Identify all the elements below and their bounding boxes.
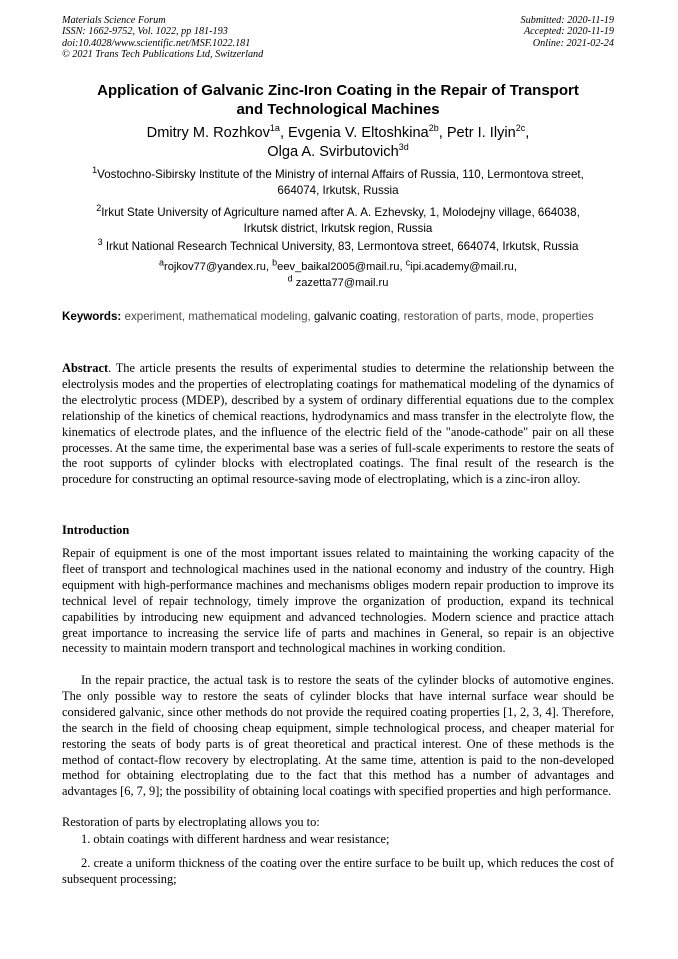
author-affiliation-mark: 1a bbox=[269, 123, 280, 134]
abstract-text: . The article presents the results of experimental studies to determine the relationship between the electrolysis modes and the properties of electroplating coatings for mathematical modeling of the dynamics of the electrolytic process (MDEP), described by a system of ordinary differential equations due to the complex relationship of the kinetics of chemical reactions, hydrodynamics and mass transfer in the electrolyte flow, the kinematics of electrode plates, and the influence of the electric field of the "anode-cathode" pair on all these processes. At the same time, the experimental base was a series of full-scale experiments to restore the seats of the root supports of cylinder blocks with electroplated coatings. The final result of the research is the procedure for constructing an optimal resource-saving mode of electroplating, which is a zinc-iron alloy. bbox=[62, 361, 614, 487]
affiliation-text: Vostochno-Sibirsky Institute of the Ministry of internal Affairs of Russia, 110, Lermontova street, bbox=[97, 168, 584, 181]
affiliation-line bbox=[62, 239, 614, 255]
email-mark: b bbox=[272, 257, 278, 268]
email-link[interactable]: zazetta77@mail.ru bbox=[292, 276, 389, 289]
submitted-date: Submitted: 2020-11-19 bbox=[520, 15, 614, 26]
email-link[interactable]: eev_baikal2005@mail.ru bbox=[277, 261, 400, 273]
email-mark: c bbox=[405, 257, 411, 268]
keywords bbox=[62, 309, 614, 325]
submission-dates bbox=[521, 15, 614, 49]
authors-line-2 bbox=[62, 143, 614, 162]
affiliation-1 bbox=[62, 167, 614, 198]
email-link[interactable]: ipi.academy@mail.ru bbox=[410, 261, 514, 273]
affiliation-text: Irkut National Research Technical University, 83, Lermontova street, 664074, Irkutsk, Russia bbox=[102, 240, 579, 253]
author-name: Petr I. Ilyin bbox=[446, 125, 516, 141]
abstract-label: Abstract bbox=[62, 361, 109, 375]
paragraph: Repair of equipment is one of the most important issues related to maintaining the working capacity of the fleet of transport and technological machines used in the national economy and industry of the country. High equipment with high-performance machines and mechanisms obliges modern repair production to improve its technical level of repair technology, timely improve the organization of production, expand its technical capabilities by introducing new equipment and advanced technologies. Modern science and practice attach great importance to increasing the service life of parts and machines in General, so repair is an objective necessity to maintain modern transport and technological machines in working condition. bbox=[62, 546, 614, 656]
affiliation-mark: 1 bbox=[92, 165, 98, 176]
keywords-text: experiment, mathematical modeling, bbox=[121, 310, 314, 323]
paper-title bbox=[62, 81, 614, 119]
author-name: Dmitry M. Rozhkov bbox=[146, 125, 270, 141]
affiliation-3 bbox=[62, 239, 614, 255]
title-line-2: and Technological Machines bbox=[236, 101, 440, 118]
author-affiliation-mark: 2c bbox=[515, 123, 526, 134]
abstract bbox=[62, 361, 614, 488]
emails-line-2 bbox=[62, 272, 614, 292]
journal-doi: doi:10.4028/www.scientific.net/MSF.1022.181 bbox=[62, 37, 251, 49]
author-affiliation-mark: 2b bbox=[428, 123, 439, 134]
email-mark: d bbox=[287, 272, 293, 283]
email-link[interactable]: rojkov77@yandex.ru bbox=[164, 261, 266, 273]
online-date: Online: 2021-02-24 bbox=[532, 37, 614, 49]
affiliation-line bbox=[62, 205, 614, 221]
affiliation-line bbox=[62, 167, 614, 183]
list-item: 1. obtain coatings with different hardness and wear resistance; bbox=[81, 832, 390, 846]
author-emails bbox=[62, 257, 614, 291]
affiliation-2 bbox=[62, 205, 614, 236]
author-list bbox=[62, 124, 614, 162]
author-name: Evgenia V. Eltoshkina bbox=[288, 125, 429, 141]
section-heading-introduction: Introduction bbox=[62, 523, 130, 537]
accepted-date: Accepted: 2020-11-19 bbox=[523, 26, 614, 38]
keywords-text: , restoration of parts, mode, properties bbox=[397, 310, 594, 323]
emails-line-1: $^a$rojkov77@yandex.ru, $^b$eev_baikal2005@mail.ru, $^c$ipi.academy@mail.ru, bbox=[159, 257, 517, 273]
affiliation-mark: 3 bbox=[97, 237, 103, 248]
journal-name: Materials Science Forum bbox=[62, 15, 166, 26]
author-name: Olga A. Svirbutovich bbox=[267, 144, 399, 160]
journal-issn: ISSN: 1662-9752, Vol. 1022, pp 181-193 bbox=[62, 26, 228, 38]
authors-line-1: Dmitry M. Rozhkov$^{1a}$, Evgenia V. Eltoshkina$^{2b}$, Petr I. Ilyin$^{2c}$, bbox=[146, 123, 530, 141]
journal-copyright: © 2021 Trans Tech Publications Ltd, Switzerland bbox=[62, 49, 264, 61]
list-item: 2. create a uniform thickness of the coating over the entire surface to be built up, which reduces the cost of subsequent processing; bbox=[62, 856, 614, 886]
affiliation-mark: 2 bbox=[96, 203, 102, 214]
affiliation-text: Irkut State University of Agriculture named after A. A. Ezhevsky, 1, Molodejny village, 664038, bbox=[101, 206, 580, 219]
affiliation-line: Irkutsk district, Irkutsk region, Russia bbox=[243, 221, 433, 235]
title-line-1: Application of Galvanic Zinc-Iron Coating in the Repair of Transport bbox=[97, 82, 579, 99]
author-affiliation-mark: 3d bbox=[398, 142, 409, 153]
keywords-text: galvanic coating bbox=[313, 310, 398, 323]
affiliation-line: 664074, Irkutsk, Russia bbox=[277, 183, 399, 197]
paragraph: In the repair practice, the actual task is to restore the seats of the cylinder blocks of automotive engines. The only possible way to restore the seats of cylinder blocks that have internal surface wear should be considered galvanic, since other methods do not provide the required coating properties [1, 2, 3, 4]. Therefore, the search in the field of choosing cheap equipment, simple technological process, and cheaper material for restoring the seats of body parts is of great theoretical and practical interest. One of these methods is the method of contact-flow recovery by electroplating. At the same time, attention is paid to the non-developed method for obtaining electroplating due to the fact that this method has a number of advantages and advantages [6, 7, 9]; the possibility of obtaining local coatings with specified properties and high performance. bbox=[62, 673, 614, 799]
journal-info bbox=[62, 15, 263, 61]
email-mark: a bbox=[159, 257, 165, 268]
paragraph: Restoration of parts by electroplating allows you to: bbox=[62, 815, 320, 829]
keywords-label: Keywords: bbox=[62, 310, 122, 323]
